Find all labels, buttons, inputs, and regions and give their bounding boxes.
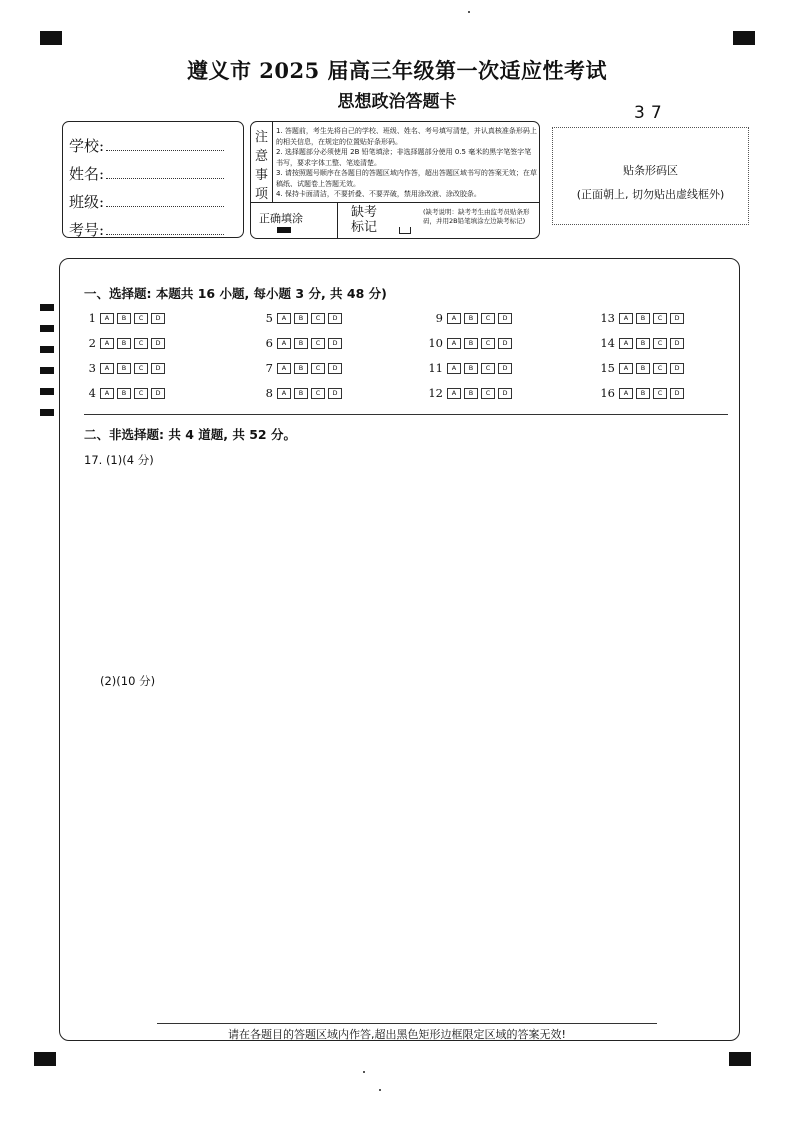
notice-item: 2. 选择题部分必须使用 2B 铅笔填涂；非选择题部分使用 0.5 毫米的黑字笔签字笔书写，要求字体工整、笔迹清楚。 bbox=[276, 148, 532, 167]
notice-heading bbox=[251, 122, 273, 202]
page-subtitle: 思想政治答题卡 bbox=[337, 92, 457, 112]
info-row-class bbox=[69, 184, 243, 212]
question-number: 14 bbox=[600, 336, 615, 350]
choice-question-row bbox=[597, 311, 687, 325]
timing-mark bbox=[40, 304, 54, 311]
option-bubble[interactable]: B bbox=[294, 363, 308, 374]
option-bubble[interactable]: A bbox=[277, 338, 291, 349]
option-bubble[interactable]: D bbox=[328, 363, 342, 374]
option-bubble[interactable]: A bbox=[100, 388, 114, 399]
notice-box bbox=[250, 121, 540, 239]
choice-question-row bbox=[425, 336, 515, 350]
option-bubble[interactable]: C bbox=[311, 338, 325, 349]
choice-question-row bbox=[597, 336, 687, 350]
choice-question-row bbox=[84, 386, 168, 400]
scan-speck bbox=[379, 1089, 381, 1091]
question-number: 15 bbox=[600, 361, 615, 375]
option-bubble[interactable]: B bbox=[464, 313, 478, 324]
choice-question-row bbox=[425, 361, 515, 375]
option-bubble[interactable]: B bbox=[294, 388, 308, 399]
choice-question-row bbox=[425, 311, 515, 325]
option-bubble[interactable]: D bbox=[670, 388, 684, 399]
option-bubble[interactable]: D bbox=[328, 388, 342, 399]
timing-mark bbox=[40, 325, 54, 332]
question-number: 10 bbox=[428, 336, 443, 350]
notice-heading-char: 意 bbox=[254, 149, 268, 164]
choice-question-row bbox=[84, 311, 168, 325]
footer-note: 请在各题目的答题区域内作答,超出黑色矩形边框限定区域的答案无效! bbox=[228, 1028, 566, 1041]
option-bubble[interactable]: B bbox=[294, 313, 308, 324]
timing-mark bbox=[40, 367, 54, 374]
notice-heading-char: 注 bbox=[254, 130, 268, 145]
option-bubble[interactable]: B bbox=[464, 363, 478, 374]
alignment-mark-bottom-right bbox=[729, 1052, 751, 1066]
scan-speck bbox=[468, 11, 470, 13]
option-bubble[interactable]: B bbox=[636, 313, 650, 324]
notice-item: 4. 保持卡面清洁，不要折叠、不要弄破，禁用涂改液、涂改胶条。 bbox=[276, 190, 481, 198]
option-bubble[interactable]: D bbox=[498, 313, 512, 324]
question-number: 4 bbox=[88, 386, 96, 400]
choice-question-row bbox=[255, 336, 345, 350]
alignment-mark-bottom-left bbox=[34, 1052, 56, 1066]
choice-question-row bbox=[255, 386, 345, 400]
option-bubble[interactable]: C bbox=[134, 363, 148, 374]
notice-bottom-row bbox=[251, 202, 540, 239]
question-number: 7 bbox=[265, 361, 273, 375]
section-divider bbox=[578, 414, 728, 415]
option-bubble[interactable]: B bbox=[117, 338, 131, 349]
notice-heading-char: 事 bbox=[254, 168, 268, 183]
option-bubble[interactable]: C bbox=[481, 363, 495, 374]
absent-label: 缺考标记 bbox=[350, 205, 377, 235]
info-row-school bbox=[69, 128, 243, 156]
option-bubble[interactable]: A bbox=[619, 313, 633, 324]
option-bubble[interactable]: A bbox=[447, 388, 461, 399]
info-label: 学校: bbox=[69, 137, 105, 155]
question-17-1-label: 17. (1)(4 分) bbox=[84, 453, 154, 467]
question-number: 5 bbox=[265, 311, 273, 325]
alignment-mark-top-right bbox=[733, 31, 755, 45]
absent-note: (缺考说明：缺考考生由监考员贴条形码，并用2B铅笔填涂左边缺考标记) bbox=[423, 208, 530, 225]
option-bubble[interactable]: A bbox=[447, 363, 461, 374]
timing-mark bbox=[40, 346, 54, 353]
option-bubble[interactable]: C bbox=[653, 363, 667, 374]
option-bubble[interactable]: C bbox=[134, 313, 148, 324]
option-bubble[interactable]: A bbox=[447, 313, 461, 324]
option-bubble[interactable]: C bbox=[481, 338, 495, 349]
footer-rule bbox=[157, 1023, 657, 1024]
choice-question-row bbox=[84, 336, 168, 350]
option-bubble[interactable]: A bbox=[100, 363, 114, 374]
name-field[interactable] bbox=[106, 178, 224, 179]
info-label: 考号: bbox=[69, 221, 105, 239]
option-bubble[interactable]: D bbox=[328, 313, 342, 324]
option-bubble[interactable]: D bbox=[670, 313, 684, 324]
option-bubble[interactable]: C bbox=[311, 363, 325, 374]
option-bubble[interactable]: B bbox=[464, 338, 478, 349]
correct-fill-sample bbox=[277, 227, 291, 233]
barcode-zone-title: 贴条形码区 bbox=[623, 164, 678, 177]
info-label: 班级: bbox=[69, 193, 105, 211]
option-bubble[interactable]: C bbox=[653, 313, 667, 324]
section-divider bbox=[84, 414, 578, 415]
exam-number-field[interactable] bbox=[106, 234, 224, 235]
question-number: 16 bbox=[600, 386, 615, 400]
option-bubble[interactable]: B bbox=[294, 338, 308, 349]
option-bubble[interactable]: B bbox=[636, 388, 650, 399]
option-bubble[interactable]: C bbox=[653, 338, 667, 349]
option-bubble[interactable]: A bbox=[619, 363, 633, 374]
subject-code: 37 bbox=[634, 103, 668, 123]
info-label: 姓名: bbox=[69, 165, 105, 183]
option-bubble[interactable]: A bbox=[277, 313, 291, 324]
notice-heading-char: 项 bbox=[254, 187, 268, 202]
question-number: 6 bbox=[265, 336, 273, 350]
notice-item: 3. 请按照题号顺序在各题目的答题区域内作答，超出答题区域书写的答案无效；在草稿纸、试题卷上答题无效。 bbox=[276, 169, 537, 188]
student-info-box bbox=[62, 121, 244, 238]
option-bubble[interactable]: D bbox=[151, 313, 165, 324]
class-field[interactable] bbox=[106, 206, 224, 207]
question-number: 9 bbox=[435, 311, 443, 325]
question-number: 11 bbox=[428, 361, 443, 375]
notice-text bbox=[276, 126, 538, 200]
option-bubble[interactable]: D bbox=[151, 388, 165, 399]
barcode-zone-note: (正面朝上, 切勿贴出虚线框外) bbox=[576, 188, 725, 201]
choice-question-row bbox=[425, 386, 515, 400]
option-bubble[interactable]: A bbox=[619, 338, 633, 349]
question-number: 1 bbox=[88, 311, 96, 325]
option-bubble[interactable]: A bbox=[100, 338, 114, 349]
divider bbox=[337, 203, 338, 239]
option-bubble[interactable]: D bbox=[670, 338, 684, 349]
question-number: 3 bbox=[88, 361, 96, 375]
info-row-exam-number bbox=[69, 212, 243, 240]
option-bubble[interactable]: D bbox=[498, 388, 512, 399]
correct-fill-label: 正确填涂 bbox=[259, 212, 303, 225]
option-bubble[interactable]: C bbox=[653, 388, 667, 399]
school-field[interactable] bbox=[106, 150, 224, 151]
option-bubble[interactable]: A bbox=[277, 363, 291, 374]
option-bubble[interactable]: D bbox=[151, 363, 165, 374]
info-row-name bbox=[69, 156, 243, 184]
option-bubble[interactable]: B bbox=[117, 313, 131, 324]
option-bubble[interactable]: C bbox=[481, 313, 495, 324]
option-bubble[interactable]: B bbox=[117, 388, 131, 399]
barcode-zone[interactable] bbox=[552, 127, 749, 225]
question-number: 12 bbox=[428, 386, 443, 400]
question-number: 2 bbox=[88, 336, 96, 350]
question-number: 8 bbox=[265, 386, 273, 400]
option-bubble[interactable]: C bbox=[311, 313, 325, 324]
option-bubble[interactable]: D bbox=[151, 338, 165, 349]
choice-question-row bbox=[255, 361, 345, 375]
option-bubble[interactable]: B bbox=[636, 338, 650, 349]
answer-area bbox=[59, 258, 740, 1041]
absent-checkbox[interactable] bbox=[399, 227, 411, 234]
page-title: 遵义市 2025 届高三年级第一次适应性考试 bbox=[186, 58, 608, 83]
alignment-mark-top-left bbox=[40, 31, 62, 45]
notice-item: 1. 答题前，考生先将自己的学校、班级、姓名、考号填写清楚，并认真核准条形码上的相关信息，在规定的位置贴好条形码。 bbox=[276, 127, 537, 146]
question-17-2-label: (2)(10 分) bbox=[100, 674, 156, 688]
option-bubble[interactable]: B bbox=[464, 388, 478, 399]
option-bubble[interactable]: D bbox=[328, 338, 342, 349]
option-bubble[interactable]: A bbox=[100, 313, 114, 324]
timing-mark bbox=[40, 409, 54, 416]
option-bubble[interactable]: C bbox=[311, 388, 325, 399]
choice-question-row bbox=[84, 361, 168, 375]
choice-question-row bbox=[597, 361, 687, 375]
section1-title: 一、选择题: 本题共 16 小题, 每小题 3 分, 共 48 分) bbox=[84, 286, 387, 301]
choice-question-row bbox=[255, 311, 345, 325]
option-bubble[interactable]: A bbox=[619, 388, 633, 399]
option-bubble[interactable]: D bbox=[670, 363, 684, 374]
section2-title: 二、非选择题: 共 4 道题, 共 52 分。 bbox=[84, 427, 296, 442]
option-bubble[interactable]: C bbox=[134, 338, 148, 349]
option-bubble[interactable]: D bbox=[498, 338, 512, 349]
scan-speck bbox=[363, 1071, 365, 1073]
option-bubble[interactable]: D bbox=[498, 363, 512, 374]
option-bubble[interactable]: A bbox=[277, 388, 291, 399]
option-bubble[interactable]: C bbox=[481, 388, 495, 399]
question-number: 13 bbox=[600, 311, 615, 325]
option-bubble[interactable]: B bbox=[636, 363, 650, 374]
choice-question-row bbox=[597, 386, 687, 400]
option-bubble[interactable]: B bbox=[117, 363, 131, 374]
option-bubble[interactable]: A bbox=[447, 338, 461, 349]
option-bubble[interactable]: C bbox=[134, 388, 148, 399]
timing-mark bbox=[40, 388, 54, 395]
